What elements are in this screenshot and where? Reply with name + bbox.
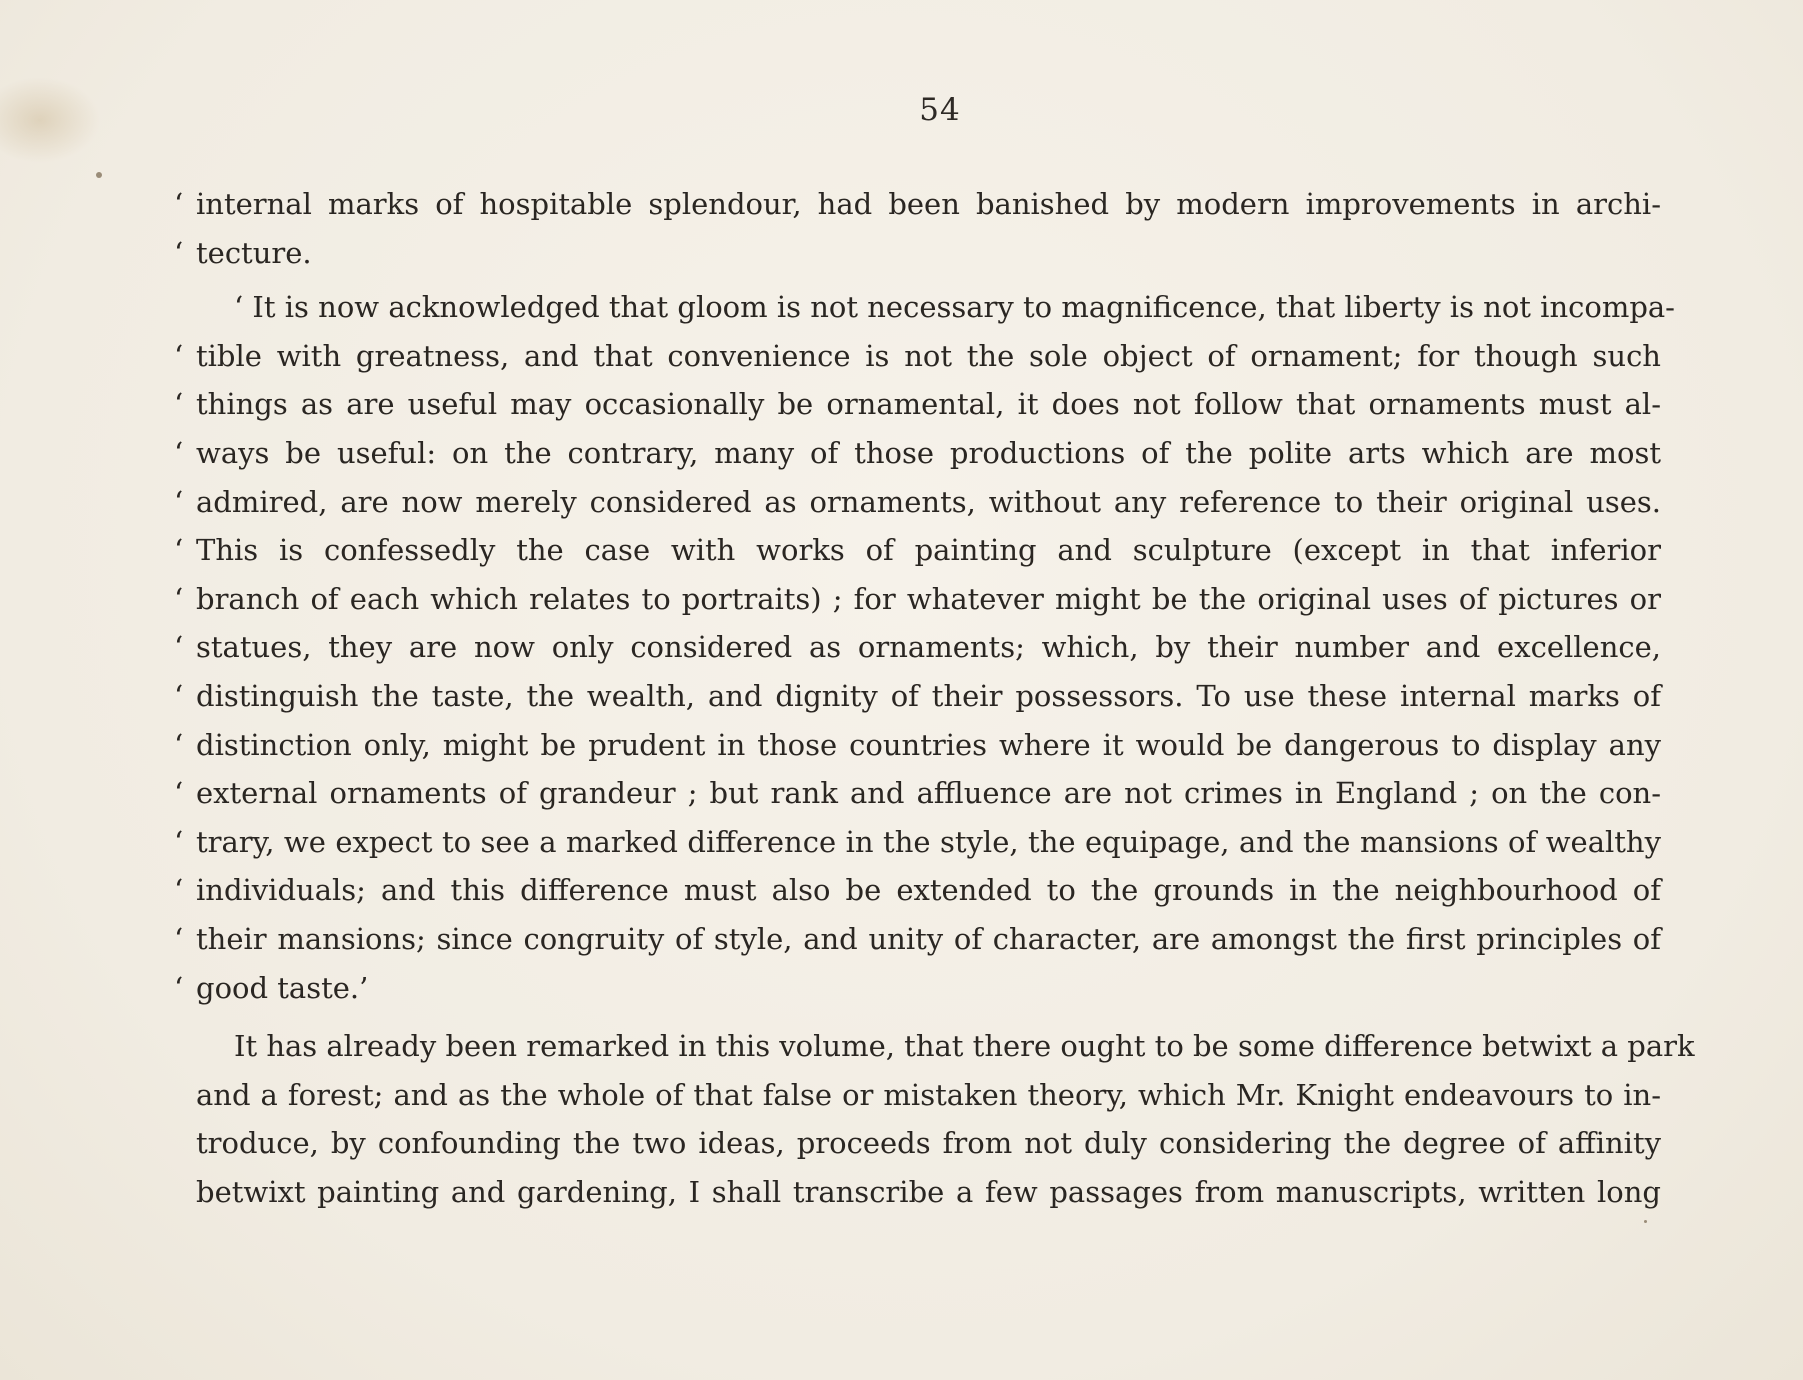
text-line bbox=[174, 818, 1661, 867]
quote-mark: ‘ bbox=[174, 727, 184, 762]
text-line bbox=[196, 1071, 1661, 1120]
quote-mark: ‘ bbox=[174, 873, 184, 908]
quote-mark: ‘ bbox=[174, 581, 184, 616]
line-text: individuals; and this difference must also be extended to the grounds in the neighbourhood of bbox=[196, 873, 1661, 908]
text-line bbox=[174, 332, 1661, 381]
text-line bbox=[196, 1022, 1695, 1071]
line-text: branch of each which relates to portraits) ; for whatever might be the original uses of pictures or bbox=[196, 581, 1661, 616]
line-text: trary, we expect to see a marked difference in the style, the equipage, and the mansions of wealthy bbox=[196, 824, 1661, 859]
text-line bbox=[174, 964, 1661, 1013]
text-line bbox=[174, 769, 1661, 818]
line-text: admired, are now merely considered as ornaments, without any reference to their original uses. bbox=[196, 484, 1661, 519]
quote-mark: ‘ bbox=[174, 187, 184, 221]
text-line bbox=[174, 575, 1661, 624]
page-blemish bbox=[96, 172, 102, 178]
quote-mark: ‘ bbox=[174, 678, 184, 713]
line-text: tible with greatness, and that convenience is not the sole object of ornament; for though such bbox=[196, 338, 1661, 373]
text-line bbox=[174, 866, 1661, 915]
text-line bbox=[174, 429, 1661, 478]
text-line bbox=[174, 180, 1661, 229]
line-text: their mansions; since congruity of style, and unity of character, are amongst the first principles of bbox=[196, 921, 1661, 956]
text-line bbox=[196, 1119, 1661, 1168]
line-text: distinction only, might be prudent in those countries where it would be dangerous to display any bbox=[196, 727, 1661, 762]
quote-mark: ‘ bbox=[174, 970, 184, 1005]
page-number: 54 bbox=[919, 92, 961, 128]
text-line bbox=[174, 915, 1661, 964]
line-text: external ornaments of grandeur ; but rank and affluence are not crimes in England ; on the con- bbox=[196, 776, 1661, 811]
text-line bbox=[174, 526, 1661, 575]
text-line bbox=[174, 229, 1661, 278]
line-text: internal marks of hospitable splendour, had been banished by modern improvements in archi- bbox=[196, 187, 1661, 221]
quote-mark: ‘ bbox=[174, 533, 184, 568]
text-line bbox=[174, 672, 1661, 721]
line-text: This is confessedly the case with works of painting and sculpture (except in that inferior bbox=[196, 533, 1661, 568]
line-text: distinguish the taste, the wealth, and dignity of their possessors. To use these internal marks of bbox=[196, 678, 1661, 713]
quote-mark: ‘ bbox=[174, 235, 184, 270]
text-line bbox=[196, 283, 1675, 332]
text-line bbox=[174, 380, 1661, 429]
line-text: tecture. bbox=[196, 235, 312, 270]
quote-mark: ‘ bbox=[174, 338, 184, 373]
text-line bbox=[174, 478, 1661, 527]
line-text: It has already been remarked in this volume, that there ought to be some difference betwixt a park bbox=[234, 1029, 1695, 1064]
quote-mark: ‘ bbox=[174, 484, 184, 519]
line-text: things as are useful may occasionally be ornamental, it does not follow that ornaments must al- bbox=[196, 387, 1661, 422]
line-text: ‘ It is now acknowledged that gloom is not necessary to magnificence, that liberty is not incompa- bbox=[234, 290, 1675, 325]
text-line bbox=[174, 721, 1661, 770]
line-text: and a forest; and as the whole of that false or mistaken theory, which Mr. Knight endeavours to in- bbox=[196, 1077, 1661, 1112]
quote-mark: ‘ bbox=[174, 824, 184, 859]
page-blemish bbox=[1644, 1220, 1647, 1223]
quote-mark: ‘ bbox=[174, 630, 184, 665]
quote-mark: ‘ bbox=[174, 776, 184, 811]
line-text: good taste.’ bbox=[196, 970, 369, 1005]
text-line bbox=[174, 623, 1661, 672]
quote-mark: ‘ bbox=[174, 387, 184, 422]
line-text: statues, they are now only considered as ornaments; which, by their number and excellence, bbox=[196, 630, 1661, 665]
line-text: ways be useful: on the contrary, many of those productions of the polite arts which are most bbox=[196, 435, 1661, 470]
quote-mark: ‘ bbox=[174, 921, 184, 956]
line-text: troduce, by confounding the two ideas, proceeds from not duly considering the degree of affinity bbox=[196, 1126, 1661, 1161]
body-text bbox=[174, 180, 1695, 1216]
text-line bbox=[196, 1168, 1661, 1217]
quote-mark: ‘ bbox=[174, 435, 184, 470]
line-text: betwixt painting and gardening, I shall transcribe a few passages from manuscripts, written long bbox=[196, 1174, 1661, 1209]
